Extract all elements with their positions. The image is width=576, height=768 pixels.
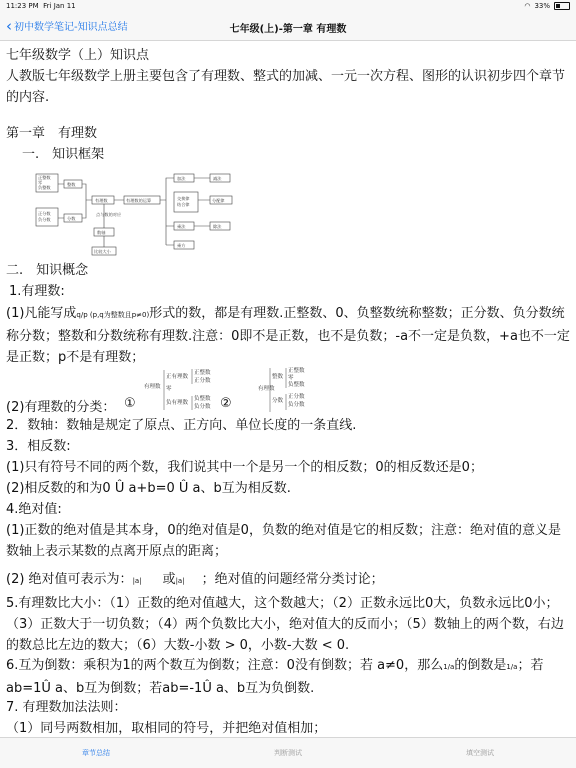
- box-point-number: 点与数的对应: [96, 212, 122, 217]
- item5-paragraph: 5.有理数比大小：（1）正数的绝对值越大，这个数越大；（2）正数永远比0大，负数永远比0小；（3）正数大于一切负数；（4）两个负数比大小，绝对值大的反而小；（5）数轴上的两个数，右边的数总比左边的数大；（6）大数-小数 > 0，小数-大数 < 0.: [6, 596, 564, 653]
- abs-formula-2: |a|: [175, 577, 185, 585]
- section-framework: 一. 知识框架: [22, 147, 105, 162]
- wifi-icon: ◠: [524, 2, 531, 10]
- box-operations: 有理数的运算: [126, 198, 152, 203]
- status-time: 11:23 PM Fri Jan 11: [6, 2, 76, 10]
- item3-line1: (1)只有符号不同的两个数，我们说其中一个是另一个的相反数；0的相反数还是0；: [6, 460, 483, 475]
- classification-mark-1: ①: [124, 396, 136, 411]
- box-rational: 有理数: [95, 198, 108, 203]
- battery-percent: 33%: [534, 2, 550, 10]
- status-right: [524, 2, 570, 10]
- tab-bar: [0, 737, 576, 768]
- box-number-line: 数轴: [97, 230, 106, 235]
- box-zero: 零: [38, 180, 43, 185]
- item3-title: 3．相反数:: [6, 439, 71, 454]
- svg-text:正整数: 正整数: [288, 368, 305, 374]
- abs-formula-1: |a|: [132, 577, 142, 585]
- intro-paragraph: 人教版七年级数学上册主要包含了有理数、整式的加减、一元一次方程、图形的认识初步四个章节的内容.: [6, 69, 566, 105]
- box-compare: 比较大小: [94, 249, 111, 254]
- svg-text:正有理数: 正有理数: [166, 374, 189, 380]
- knowledge-framework-diagram: [34, 168, 244, 258]
- svg-text:零: 零: [288, 375, 294, 381]
- item7-title: 7. 有理数加法法则：: [6, 700, 127, 715]
- classification-tree-2: [258, 366, 378, 416]
- svg-text:负整数: 负整数: [194, 396, 211, 402]
- classification-label: (2)有理数的分类：: [6, 400, 116, 415]
- svg-text:负有理数: 负有理数: [166, 400, 189, 406]
- item4-line2: (2) 绝对值可表示为：|a| 或|a| ；绝对值的问题经常分类讨论；: [6, 569, 570, 592]
- box-negative-frac: 负分数: [38, 217, 51, 222]
- box-divide: 除法: [213, 224, 222, 229]
- svg-text:正分数: 正分数: [194, 378, 211, 384]
- navigation-bar: [0, 12, 576, 41]
- svg-text:负分数: 负分数: [288, 402, 305, 408]
- tab-fill-blank-test[interactable]: 填空测试: [466, 749, 494, 757]
- box-integer: 整数: [67, 182, 76, 187]
- svg-text:有理数: 有理数: [144, 384, 161, 390]
- box-associative: 结合律: [177, 202, 190, 207]
- section-concepts: 二. 知识概念: [6, 263, 89, 278]
- box-positive-frac: 正分数: [38, 211, 51, 216]
- chapter-title: 第一章 有理数: [6, 126, 98, 141]
- svg-text:分数: 分数: [272, 398, 284, 404]
- item4-title: 4.绝对值:: [6, 502, 62, 517]
- item6-paragraph: 6.互为倒数：乘积为1的两个数互为倒数；注意：0没有倒数；若 a≠0，那么1/a的倒数是1/a；若ab=1Û a、b互为倒数；若ab=-1Û a、b互为负倒数.: [6, 658, 544, 696]
- box-distributive: 分配律: [212, 198, 225, 203]
- tab-true-false-test[interactable]: 判断测试: [274, 749, 302, 757]
- box-commutative: 交换律: [177, 196, 190, 201]
- formula-fraction: q/p (p,q为整数且p≠0): [76, 311, 150, 319]
- back-button-label: 初中数学笔记-知识点总结: [14, 22, 128, 33]
- item7-line1: （1）同号两数相加，取相同的符号，并把绝对值相加；: [6, 721, 327, 736]
- tab-chapter-summary[interactable]: 章节总结: [82, 749, 110, 757]
- classification-mark-2: ②: [220, 396, 232, 411]
- box-fraction: 分数: [67, 216, 76, 221]
- svg-text:负整数: 负整数: [288, 382, 305, 388]
- box-positive-int: 正整数: [38, 175, 51, 180]
- svg-text:正分数: 正分数: [288, 394, 305, 400]
- box-power: 乘方: [177, 243, 186, 248]
- battery-icon: [554, 2, 570, 10]
- box-negative-int: 负整数: [38, 185, 51, 190]
- box-multiply: 乘法: [177, 224, 186, 229]
- svg-text:整数: 整数: [272, 374, 284, 380]
- content-heading: 七年级数学（上）知识点: [6, 48, 150, 63]
- svg-text:有理数: 有理数: [258, 386, 275, 392]
- item1-title: 1.有理数:: [9, 284, 65, 299]
- status-bar: [0, 0, 576, 12]
- svg-text:负分数: 负分数: [194, 404, 211, 410]
- content-scroll-area[interactable]: [0, 41, 576, 738]
- item3-line2: (2)相反数的和为0 Û a+b=0 Û a、b互为相反数.: [6, 481, 291, 496]
- classification-block: [6, 366, 426, 416]
- box-subtract: 减法: [213, 176, 222, 181]
- item1-paragraph: (1)凡能写成q/p (p,q为整数且p≠0)形式的数，都是有理数.正整数、0、负整数统称整数；正分数、负分数统称分数；整数和分数统称有理数.注意：0即不是正数，也不是负数；-a不一定是负数，+a也不一定是正数；p不是有理数；: [6, 306, 570, 365]
- chevron-left-icon: ‹: [6, 16, 12, 35]
- svg-text:零: 零: [166, 386, 172, 392]
- item4-line1: (1)正数的绝对值是其本身，0的绝对值是0，负数的绝对值是它的相反数；注意：绝对值的意义是数轴上表示某数的点离开原点的距离；: [6, 523, 561, 559]
- svg-text:正整数: 正整数: [194, 370, 211, 376]
- item2-paragraph: 2．数轴：数轴是规定了原点、正方向、单位长度的一条直线.: [6, 418, 357, 433]
- page-title: 七年级(上)-第一章 有理数: [229, 24, 347, 35]
- box-add: 加法: [177, 176, 186, 181]
